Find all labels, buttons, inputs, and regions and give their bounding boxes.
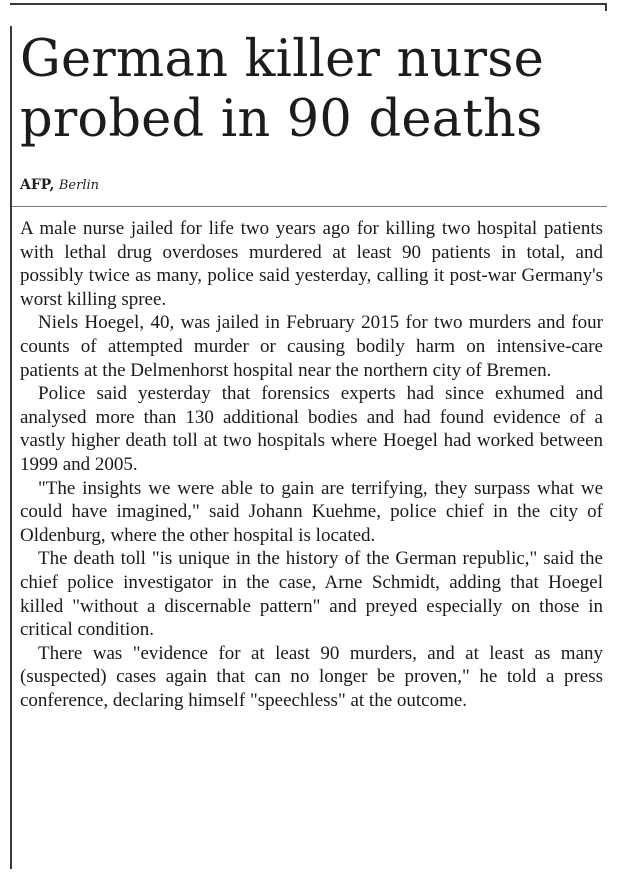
byline-agency: AFP, xyxy=(20,177,55,193)
byline-divider xyxy=(12,206,607,207)
paragraph-1: A male nurse jailed for life two years ago for killing two hospital patients with lethal drug overdoses murdered at least 90 patients in total, and possibly twice as many, police said yesterday, calling it post-war Germany's worst killing spree. xyxy=(20,218,603,310)
headline xyxy=(20,30,610,150)
paragraph-6: There was "evidence for at least 90 murders, and at least as many (suspected) cases again that can no longer be proven," he told a press conference, declaring himself "speechless" at the outcome. xyxy=(20,642,603,711)
right-border-rule xyxy=(605,3,607,11)
byline xyxy=(20,176,99,195)
article-body xyxy=(20,217,603,712)
headline-line-1: German killer nurse xyxy=(20,30,544,89)
paragraph-2: Niels Hoegel, 40, was jailed in February 2015 for two murders and four counts of attempted murder or causing bodily harm on intensive-care patients at the Delmenhorst hospital near the northern city of Bremen. xyxy=(20,312,603,381)
top-border-rule xyxy=(10,3,607,5)
paragraph-3: Police said yesterday that forensics experts had since exhumed and analysed more than 130 additional bodies and had found evidence of a vastly higher death toll at two hospitals where Hoegel had worked between 1999 and 2005. xyxy=(20,383,603,475)
byline-city: Berlin xyxy=(58,178,100,193)
headline-line-2: probed in 90 deaths xyxy=(20,90,543,149)
left-border-rule xyxy=(10,26,12,869)
paragraph-4: "The insights we were able to gain are terrifying, they surpass what we could have imagined," said Johann Kuehme, police chief in the city of Oldenburg, where the other hospital is located. xyxy=(20,477,603,546)
paragraph-5: The death toll "is unique in the history of the German republic," said the chief police investigator in the case, Arne Schmidt, adding that Hoegel killed "without a discernable pattern" and preyed especially on those in critical condition. xyxy=(20,548,603,641)
